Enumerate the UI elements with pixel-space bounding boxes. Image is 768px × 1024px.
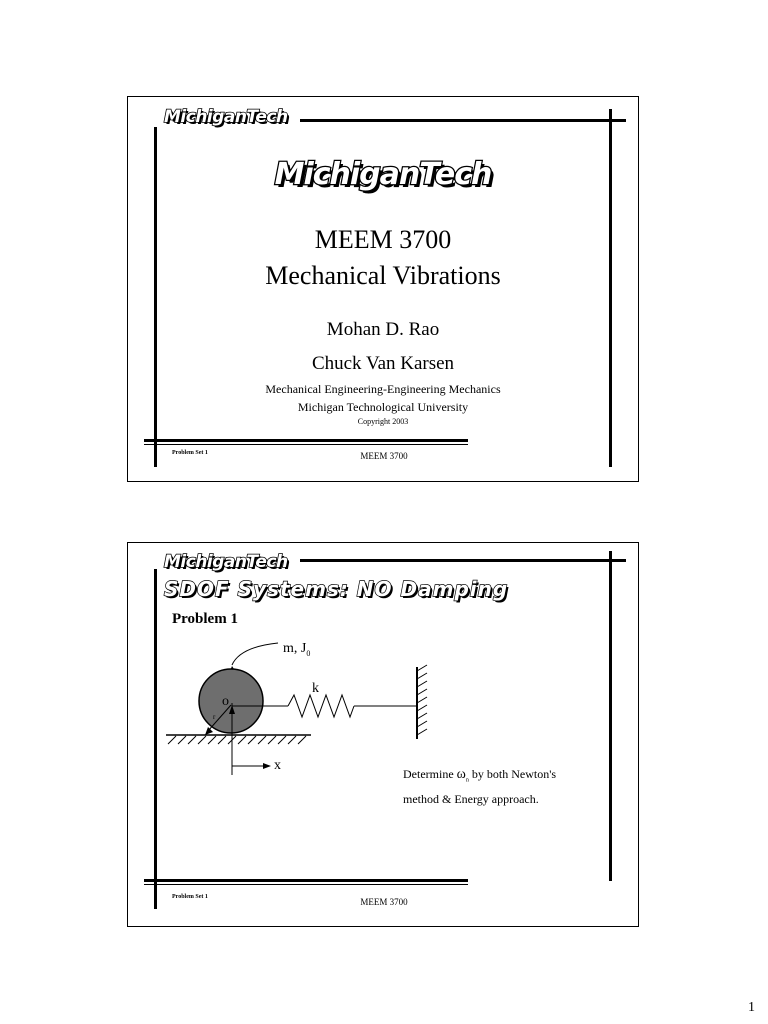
omega-symbol: ω xyxy=(456,767,466,782)
page-number: 1 xyxy=(748,1000,755,1015)
course-title: Mechanical Vibrations xyxy=(265,261,501,290)
task-line-1 xyxy=(403,767,556,783)
department: Mechanical Engineering-Engineering Mechanics xyxy=(265,382,501,396)
task-suffix: by both Newton's xyxy=(468,767,557,781)
michigantech-logo-small: MichiganTech xyxy=(164,107,288,127)
x-label: x xyxy=(274,758,281,773)
x-arrowhead xyxy=(263,763,271,769)
ground-hatch xyxy=(168,736,306,744)
footer-problem-set: Problem Set 1 xyxy=(172,894,208,900)
footer-rule-thin xyxy=(144,884,468,885)
center-label: o xyxy=(222,694,229,709)
radius-label: r xyxy=(213,713,216,721)
header-rule xyxy=(300,119,626,122)
michigantech-logo-small: MichiganTech xyxy=(164,552,288,572)
omega-subscript: n xyxy=(465,777,469,784)
wall-hatch xyxy=(417,665,427,735)
mass-label xyxy=(283,641,310,658)
author-2: Chuck Van Karsen xyxy=(311,353,455,374)
slide-title xyxy=(127,96,639,482)
task-line-2: method & Energy approach. xyxy=(403,792,539,806)
mass-label-subscript: 0 xyxy=(306,648,311,658)
radius-arrowhead xyxy=(205,727,213,735)
footer-rule xyxy=(144,439,468,442)
course-code: MEEM 3700 xyxy=(314,225,452,254)
copyright: Copyright 2003 xyxy=(357,417,409,426)
footer-rule xyxy=(144,879,468,882)
rotation-arrow xyxy=(232,643,278,665)
michigantech-logo-large: MichiganTech xyxy=(274,157,492,192)
footer-course: MEEM 3700 xyxy=(360,451,408,461)
slide-heading: SDOF Systems: NO Damping xyxy=(164,577,509,601)
author-1: Mohan D. Rao xyxy=(326,319,440,340)
footer-course: MEEM 3700 xyxy=(360,897,408,907)
disc xyxy=(199,669,263,733)
footer-rule-thin xyxy=(144,444,468,445)
footer-problem-set: Problem Set 1 xyxy=(172,450,208,456)
slide-problem-1 xyxy=(127,542,639,927)
disc-spring-diagram xyxy=(128,543,640,928)
spring-label: k xyxy=(312,681,319,696)
university: Michigan Technological University xyxy=(297,400,469,414)
spring xyxy=(288,695,354,717)
mass-label-text: m, J xyxy=(283,641,307,656)
problem-label: Problem 1 xyxy=(172,611,238,627)
task-prefix: Determine xyxy=(403,767,457,781)
